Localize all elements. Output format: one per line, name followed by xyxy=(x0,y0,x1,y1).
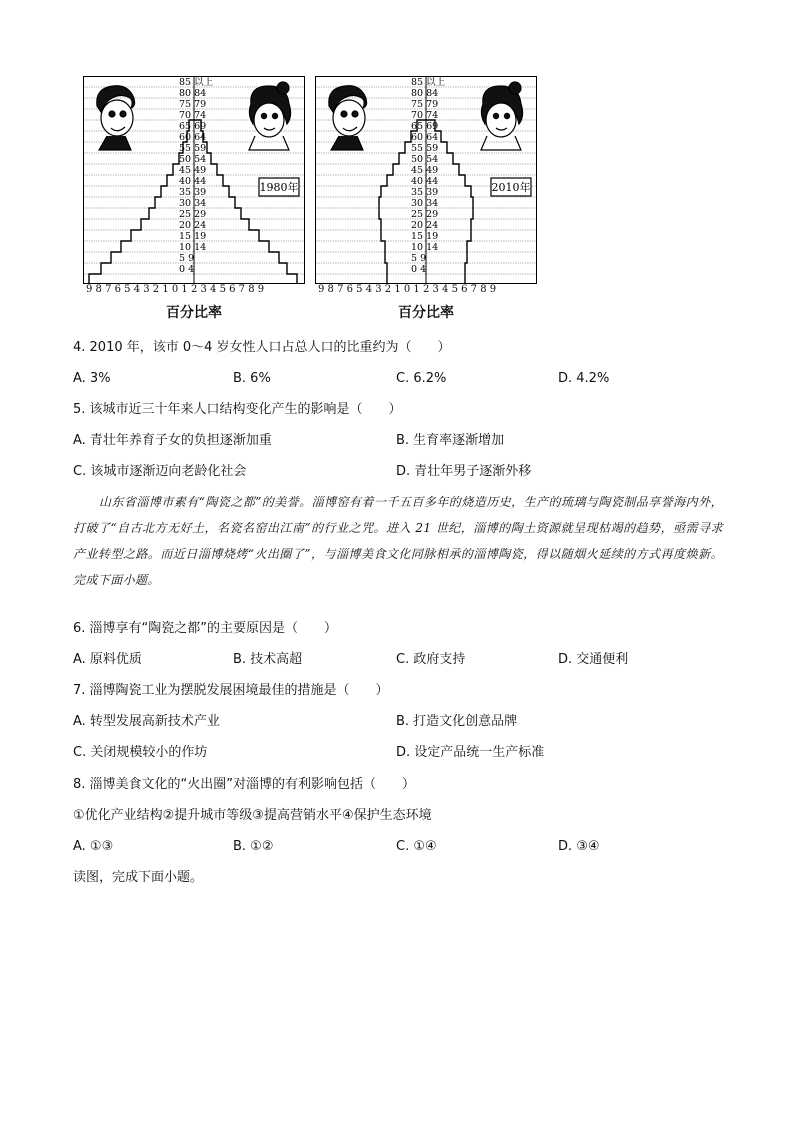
age-group-label: 25 29 xyxy=(179,209,207,220)
age-group-label: 5 9 xyxy=(179,253,195,264)
age-group-label: 30 34 xyxy=(411,198,439,209)
age-group-label: 40 44 xyxy=(411,176,439,187)
age-group-label: 55 59 xyxy=(179,143,207,154)
question-5-stem: 5. 该城市近三十年来人口结构变化产生的影响是（ ） xyxy=(73,402,402,417)
q6-option-c[interactable]: C. 政府支持 xyxy=(396,652,466,667)
question-8-stem: 8. 淄博美食文化的“火出圈”对淄博的有利影响包括（ ） xyxy=(73,777,416,792)
age-group-label: 35 39 xyxy=(179,187,207,198)
age-group-label: 20 24 xyxy=(411,220,439,231)
x-axis-ticks-right: 9 8 7 6 5 4 3 2 1 0 1 2 3 4 5 6 7 8 9 xyxy=(318,284,497,295)
age-group-label: 5 9 xyxy=(411,253,427,264)
age-group-label: 85 以上 xyxy=(411,77,446,88)
q4-option-d[interactable]: D. 4.2% xyxy=(558,371,610,386)
population-pyramid-1980 xyxy=(83,76,305,284)
year-label-2010: 2010年 xyxy=(491,181,531,194)
age-group-label: 70 74 xyxy=(179,110,207,121)
age-group-label: 80 84 xyxy=(411,88,439,99)
q4-option-b[interactable]: B. 6% xyxy=(233,371,271,386)
q7-option-d[interactable]: D. 设定产品统一生产标准 xyxy=(396,745,545,760)
q8-option-c[interactable]: C. ①④ xyxy=(396,839,437,854)
question-4-stem: 4. 2010 年，该市 0～4 岁女性人口占总人口的比重约为（ ） xyxy=(73,340,451,355)
q4-option-c[interactable]: C. 6.2% xyxy=(396,371,447,386)
age-group-label: 80 84 xyxy=(179,88,207,99)
q6-option-a[interactable]: A. 原料优质 xyxy=(73,652,142,667)
age-group-label: 10 14 xyxy=(179,242,207,253)
question-8-items: ①优化产业结构②提升城市等级③提高营销水平④保护生态环境 xyxy=(73,808,432,823)
x-axis-title-left: 百分比率 xyxy=(166,305,222,321)
age-group-label: 50 54 xyxy=(179,154,207,165)
q6-option-b[interactable]: B. 技术高超 xyxy=(233,652,303,667)
age-group-label: 60 64 xyxy=(411,132,439,143)
age-group-label: 45 49 xyxy=(411,165,439,176)
age-group-label: 30 34 xyxy=(179,198,207,209)
q5-option-c[interactable]: C. 该城市逐渐迈向老龄化社会 xyxy=(73,464,247,479)
age-group-label: 15 19 xyxy=(179,231,207,242)
age-group-label: 75 79 xyxy=(179,99,207,110)
age-group-label: 55 59 xyxy=(411,143,439,154)
age-group-label: 60 64 xyxy=(179,132,207,143)
q8-option-a[interactable]: A. ①③ xyxy=(73,839,114,854)
x-axis-ticks-left: 9 8 7 6 5 4 3 2 1 0 1 2 3 4 5 6 7 8 9 xyxy=(86,284,265,295)
population-pyramid-2010 xyxy=(315,76,537,284)
age-group-label: 35 39 xyxy=(411,187,439,198)
q5-option-a[interactable]: A. 青壮年养育子女的负担逐渐加重 xyxy=(73,433,272,448)
age-group-label: 10 14 xyxy=(411,242,439,253)
age-group-label: 20 24 xyxy=(179,220,207,231)
q4-option-a[interactable]: A. 3% xyxy=(73,371,111,386)
age-group-label: 65 69 xyxy=(411,121,439,132)
question-6-stem: 6. 淄博享有“陶瓷之都”的主要原因是（ ） xyxy=(73,621,338,636)
age-group-label: 50 54 xyxy=(411,154,439,165)
age-group-label: 70 74 xyxy=(411,110,439,121)
q8-option-b[interactable]: B. ①② xyxy=(233,839,274,854)
age-group-label: 85 以上 xyxy=(179,77,214,88)
age-group-label: 75 79 xyxy=(411,99,439,110)
age-group-label: 25 29 xyxy=(411,209,439,220)
x-axis-title-right: 百分比率 xyxy=(398,305,454,321)
q7-option-c[interactable]: C. 关闭规模较小的作坊 xyxy=(73,745,208,760)
age-group-label: 45 49 xyxy=(179,165,207,176)
age-group-label: 40 44 xyxy=(179,176,207,187)
year-label-1980: 1980年 xyxy=(259,181,299,194)
age-group-label: 15 19 xyxy=(411,231,439,242)
age-group-label: 0 4 xyxy=(179,264,195,275)
q5-option-b[interactable]: B. 生育率逐渐增加 xyxy=(396,433,505,448)
q5-option-d[interactable]: D. 青壮年男子逐渐外移 xyxy=(396,464,532,479)
q7-option-b[interactable]: B. 打造文化创意品牌 xyxy=(396,714,518,729)
q8-option-d[interactable]: D. ③④ xyxy=(558,839,600,854)
q7-option-a[interactable]: A. 转型发展高新技术产业 xyxy=(73,714,220,729)
age-group-label: 65 69 xyxy=(179,121,207,132)
closing-instruction: 读图，完成下面小题。 xyxy=(73,870,204,885)
age-group-label: 0 4 xyxy=(411,264,427,275)
reading-passage: 山东省淄博市素有“陶瓷之都”的美誉。淄博窑有着一千五百多年的烧造历史，生产的琉璃与陶瓷制品享誉海内外，打破了“自古北方无好土，名瓷名窑出江南”的行业之咒。进入 21 世纪，淄博的陶土资源就呈现枯竭的趋势，亟需寻求产业转型之路。而近日淄博烧烤“火出圈了”，与淄博美食文化同脉相承的淄博陶瓷，得以随烟火延续的方式再度焕新。完成下面小题。 xyxy=(73,495,723,587)
question-7-stem: 7. 淄博陶瓷工业为摆脱发展困境最佳的措施是（ ） xyxy=(73,683,389,698)
q6-option-d[interactable]: D. 交通便利 xyxy=(558,652,629,667)
